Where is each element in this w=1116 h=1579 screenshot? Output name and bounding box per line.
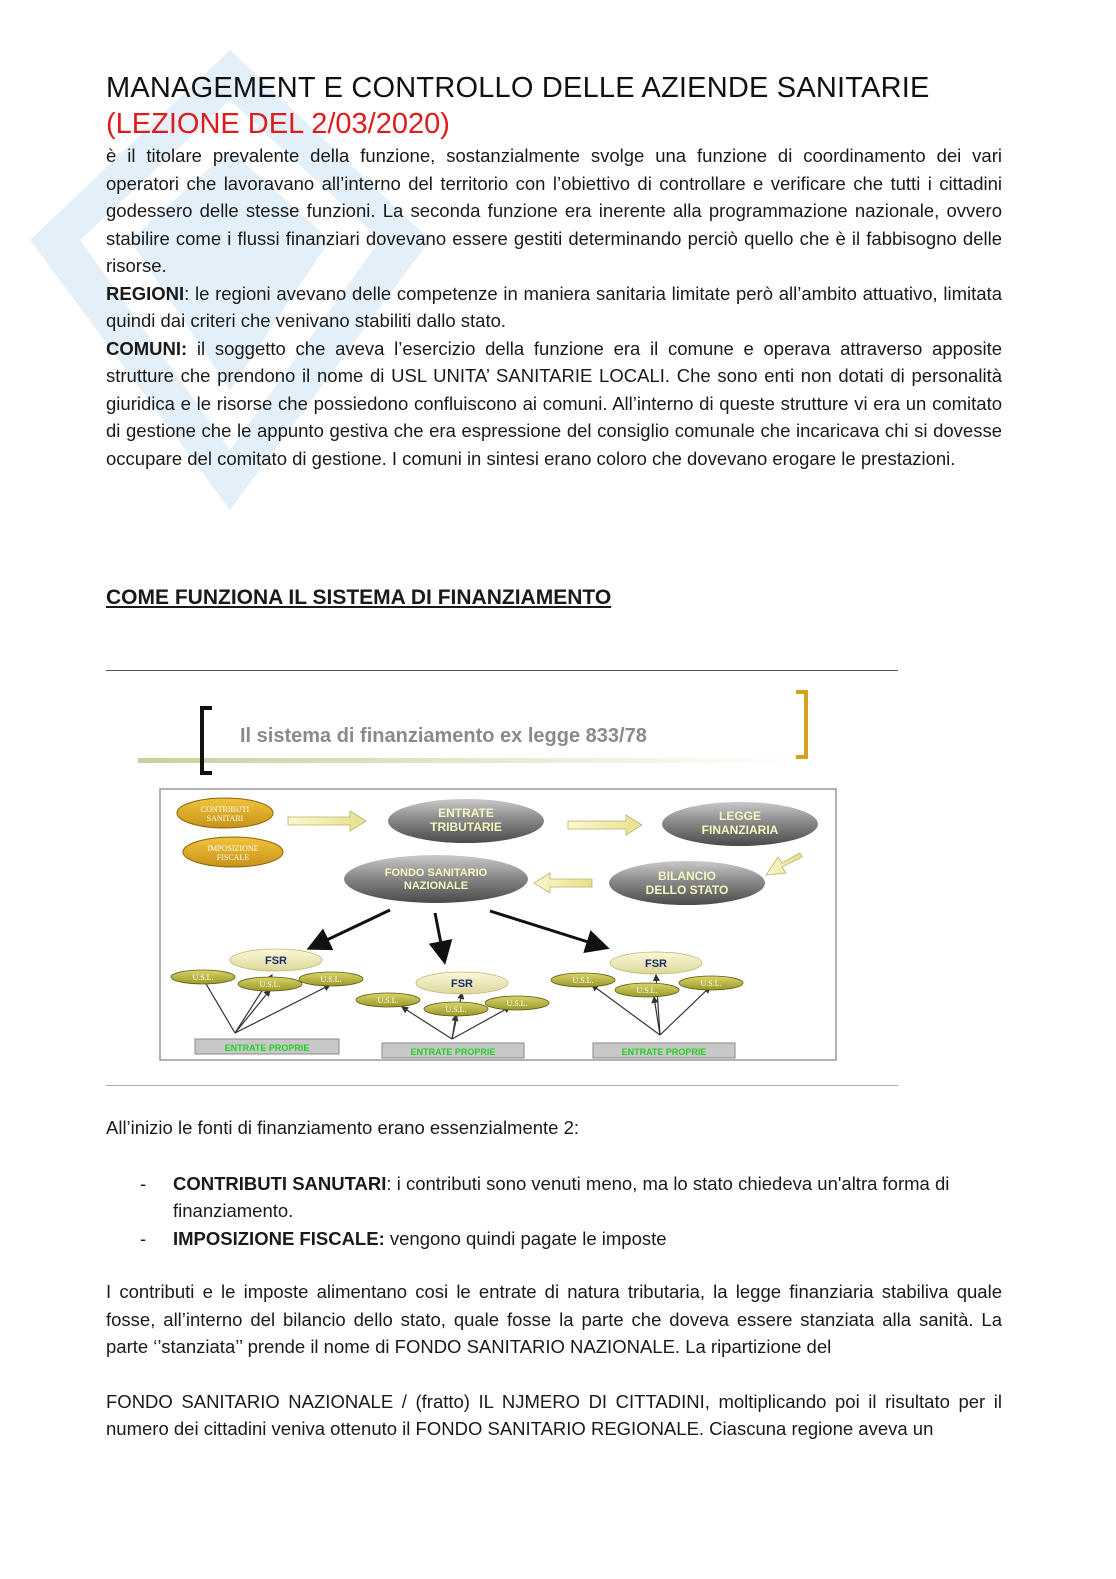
source-item-contributi xyxy=(106,1170,1002,1225)
entrate-proprie-label-2: ENTRATE PROPRIE xyxy=(410,1047,496,1057)
source-text-imposizione: vengono quindi pagate le imposte xyxy=(384,1227,667,1249)
fondo-line1: FONDO SANITARIO xyxy=(384,867,488,879)
regioni-text: : le regioni avevano delle competenze in maniera sanitaria limitate però all’ambito attuativo, limitata quindi dai criteri che venivano stabiliti dallo stato. xyxy=(106,282,1002,331)
banner xyxy=(138,692,806,773)
intro-paragraph: è il titolare prevalente della funzione, sostanzialmente svolge una funzione di coordinamento dei vari operatori che lavoravano all’interno del territorio con l’obiettivo di controllare e verificare che tutti i cittadini godessero delle stesse funzioni. La seconda funzione era inerente alla programmazione nazionale, ovvero stabilire come i flussi finanziari dovevano essere gestiti determinando perciò quello che è il fabbisogno delle risorse. xyxy=(106,145,1002,276)
banner-underline xyxy=(138,758,798,763)
usl-label-2b: U.S.L. xyxy=(445,1005,467,1014)
legge-line1: LEGGE xyxy=(718,809,762,823)
comuni-text: il soggetto che aveva l’esercizio della funzione era il comune e operava attraverso apposite strutture che prendono il nome di USL UNITA’ SANITARIE LOCALI. Che sono enti non dotati di personalità giuridica e le risorse che possiedono confluiscono ai comuni. All’interno di queste strutture vi era un comitato di gestione che le appunto gestiva che era espressione del consiglio comunale che incaricava chi si dovesse occupare del comitato di gestione. I comuni in sintesi erano coloro che dovevano erogare le prestazioni. xyxy=(106,337,1002,469)
section-title: COME FUNZIONA IL SISTEMA DI FINANZIAMENTO xyxy=(106,586,612,609)
source-label-imposizione: IMPOSIZIONE FISCALE: xyxy=(173,1227,385,1249)
bilancio-line1: BILANCIO xyxy=(658,869,716,883)
sources-intro: All’inizio le fonti di finanziamento erano essenzialmente 2: xyxy=(106,1117,580,1138)
contributi-line1: CONTRIBUTI xyxy=(200,805,250,814)
usl-label-1b: U.S.L. xyxy=(259,980,281,989)
document-page xyxy=(106,70,1002,472)
divider-top xyxy=(106,670,898,671)
divider-bottom xyxy=(106,1085,898,1086)
document-title: MANAGEMENT E CONTROLLO DELLE AZIENDE SANITARIE xyxy=(106,72,930,104)
ripartizione-paragraph: FONDO SANITARIO NAZIONALE / (fratto) IL NJMERO DI CITTADINI, moltiplicando poi il risultato per il numero dei cittadini veniva ottenuto il FONDO SANITARIO REGIONALE. Ciascuna regione aveva un xyxy=(106,1390,1002,1439)
right-bracket xyxy=(796,692,806,757)
lower-text xyxy=(106,1114,1002,1443)
fsr-label-2: FSR xyxy=(451,978,473,990)
usl-label-3a: U.S.L. xyxy=(572,976,594,985)
imposizione-line1: IMPOSIZIONE xyxy=(207,844,259,853)
fondo-sanitario-pill xyxy=(344,855,528,903)
lesson-date: (LEZIONE DEL 2/03/2020) xyxy=(106,108,450,140)
imposizione-line2: FISCALE xyxy=(216,853,250,862)
paragraph-gap xyxy=(106,1361,1002,1388)
fsr-label-3: FSR xyxy=(645,958,667,970)
source-label-contributi: CONTRIBUTI SANUTARI xyxy=(173,1172,387,1194)
usl-label-3c: U.S.L. xyxy=(700,979,722,988)
usl-label-2a: U.S.L. xyxy=(377,996,399,1005)
fsr-label-1: FSR xyxy=(265,955,287,967)
bilancio-line2: DELLO STATO xyxy=(645,883,729,897)
source-item-imposizione xyxy=(106,1225,1002,1253)
regioni-label: REGIONI xyxy=(106,282,185,304)
entrate-proprie-label-1: ENTRATE PROPRIE xyxy=(224,1043,310,1053)
usl-label-1c: U.S.L. xyxy=(320,975,342,984)
entrate-proprie-label-3: ENTRATE PROPRIE xyxy=(621,1047,707,1057)
usl-label-1a: U.S.L. xyxy=(192,973,214,982)
contributi-paragraph: I contributi e le imposte alimentano cosi le entrate di natura tributaria, la legge finanziaria stabiliva quale fosse, all’interno del bilancio dello stato, quale fosse la parte che doveva essere stanziata alla sanità. La parte ‘’stanziata’’ prende il nome di FONDO SANITARIO NAZIONALE. La ripartizione del xyxy=(106,1281,1002,1357)
sources-list xyxy=(106,1170,1002,1253)
usl-label-3b: U.S.L. xyxy=(636,986,658,995)
entrate-line2: TRIBUTARIE xyxy=(430,820,502,834)
usl-label-2c: U.S.L. xyxy=(506,999,528,1008)
comuni-paragraph xyxy=(106,335,1002,473)
source-text-contributi: : i contributi sono venuti meno, ma lo stato chiedeva un'altra forma di finanziamento. xyxy=(173,1172,950,1221)
bullet-dash: - xyxy=(140,1172,147,1194)
legge-line2: FINANZIARIA xyxy=(701,823,779,837)
financing-diagram xyxy=(130,685,850,1070)
bullet-dash: - xyxy=(140,1227,147,1249)
contributi-line2: SANITARI xyxy=(206,814,244,823)
regioni-paragraph xyxy=(106,280,1002,335)
comuni-label: COMUNI: xyxy=(106,337,188,359)
entrate-line1: ENTRATE xyxy=(438,806,494,820)
fondo-line2: NAZIONALE xyxy=(403,880,469,892)
left-bracket xyxy=(202,708,212,773)
banner-title: Il sistema di finanziamento ex legge 833/78 xyxy=(240,725,647,747)
